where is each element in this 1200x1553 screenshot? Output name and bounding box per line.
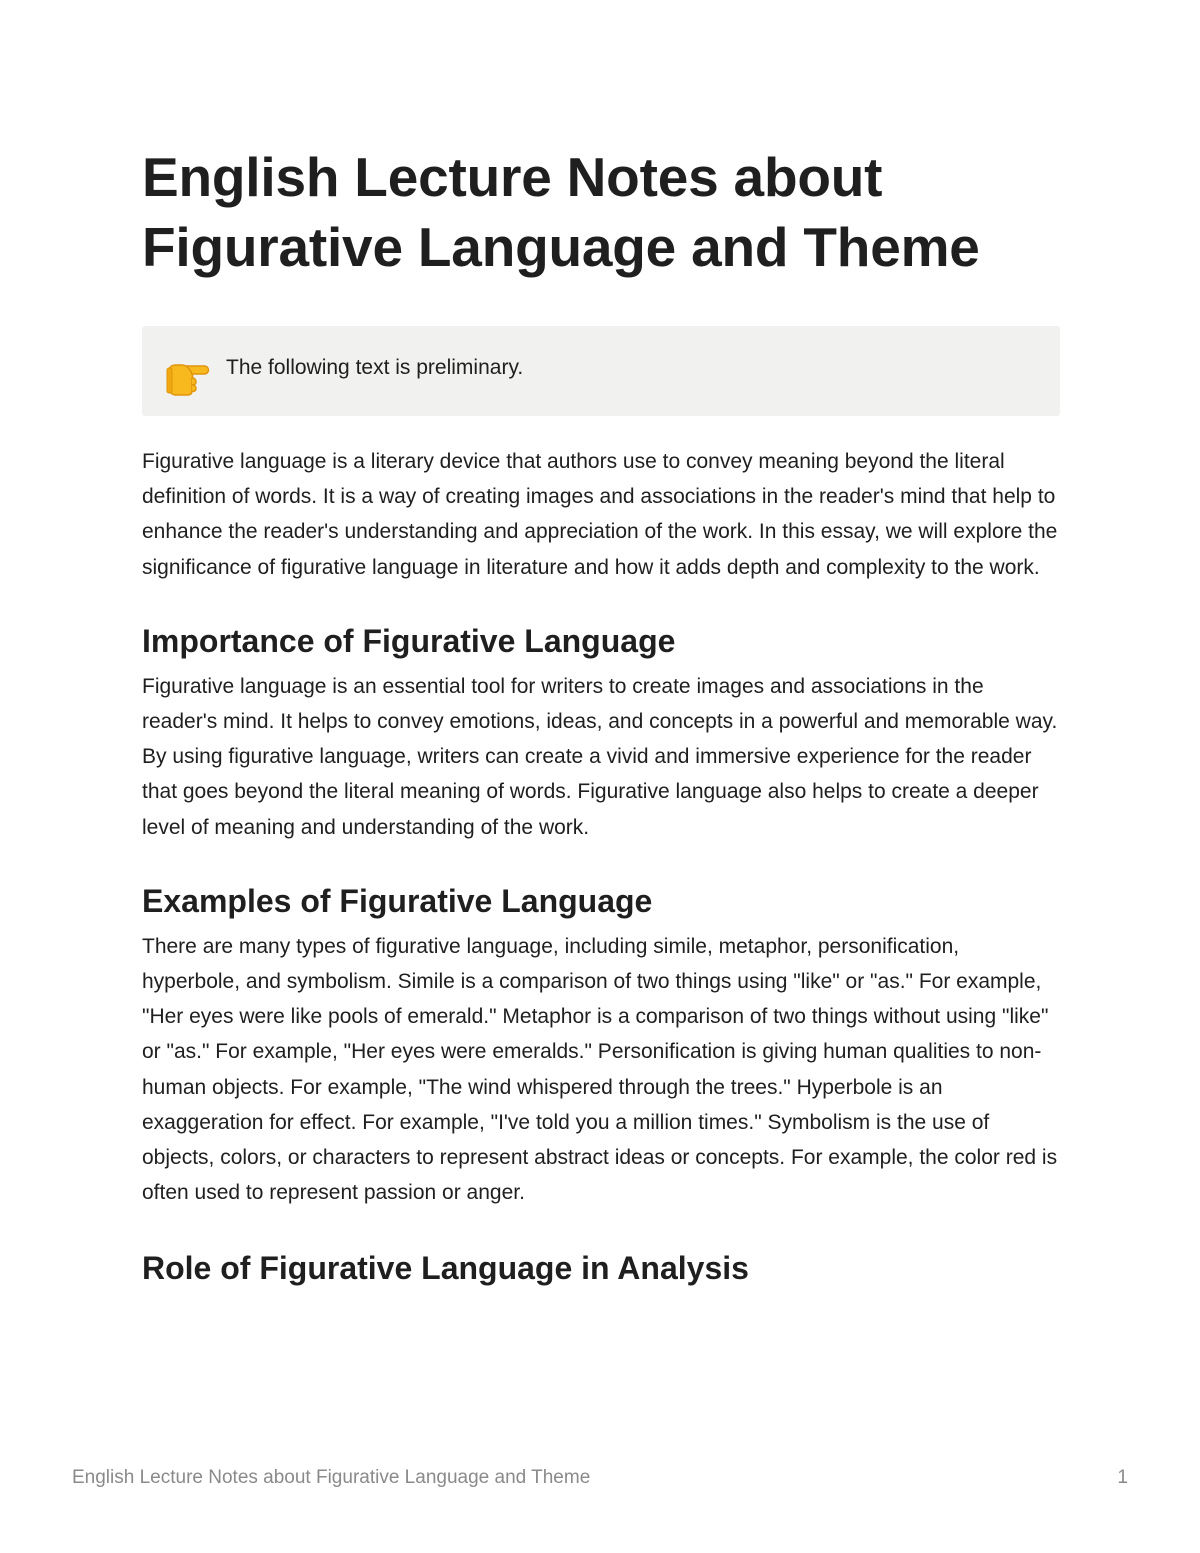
pointing-hand-icon <box>166 357 210 397</box>
callout-text: The following text is preliminary. <box>226 356 524 379</box>
section-heading-importance: Importance of Figurative Language <box>142 622 676 659</box>
footer-title: English Lecture Notes about Figurative Language and Theme <box>72 1467 591 1488</box>
section-body-importance: Figurative language is an essential tool for writers to create images and associations in the reader's mind. It helps to convey emotions, ideas, and concepts in a powerful and memorable way. By using figurative language, writers can create a vivid and immersive experience for the reader that goes beyond the literal meaning of words. Figurative language also helps to create a deeper level of meaning and understanding of the work. <box>142 674 1058 839</box>
callout-box <box>142 326 1060 416</box>
section-heading-examples: Examples of Figurative Language <box>142 882 653 919</box>
page-content <box>142 142 1060 1288</box>
document-title: English Lecture Notes about Figurative Language and Theme <box>142 146 980 278</box>
section-heading-role: Role of Figurative Language in Analysis <box>142 1250 749 1287</box>
page-footer <box>72 1465 1128 1491</box>
section-body-examples: There are many types of figurative language, including simile, metaphor, personification, hyperbole, and symbolism. Simile is a comparison of two things using "like" or "as." For example, "Her eyes were like pools of emerald." Metaphor is a comparison of two things without using "like" or "as." For example, "Her eyes were emeralds." Personification is giving human qualities to non-human objects. For example, "The wind whispered through the trees." Hyperbole is an exaggeration for effect. For example, "I've told you a million times." Symbolism is the use of objects, colors, or characters to represent abstract ideas or concepts. For example, the color red is often used to represent passion or anger. <box>142 934 1058 1205</box>
page-number: 1 <box>1117 1467 1128 1488</box>
intro-paragraph: Figurative language is a literary device that authors use to convey meaning beyond the literal definition of words. It is a way of creating images and associations in the reader's mind that help to enhance the reader's understanding and appreciation of the work. In this essay, we will explore the significance of figurative language in literature and how it adds depth and complexity to the work. <box>142 450 1058 579</box>
